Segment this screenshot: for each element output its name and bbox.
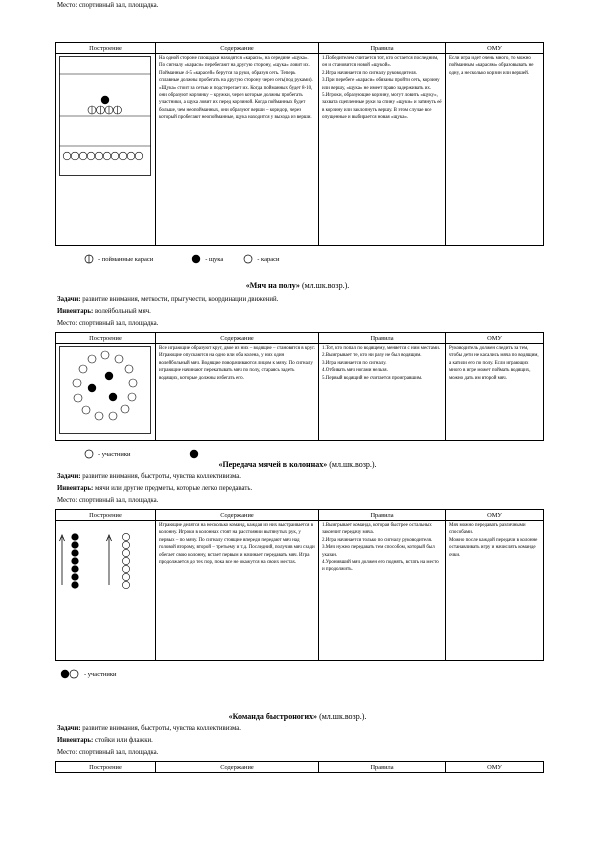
court-diagram-2 bbox=[59, 346, 151, 434]
legend-pike-label: - щука bbox=[205, 255, 224, 263]
rules-cell: 1.Победителем считается тот, кто остается последним, он и становится новой «щукой». 2.Игра начинается по сигналу руководителя. 3.При перебеге «караси» обязаны пройти сеть, корзину или вершу, «щука» не имеет право задерживать их. 5.Игроки, образующие корзину, могут ловить «щуку», захвата сцепленные руки за спину «щуки» и затянуть её в корзину или заклопнуть вершу. В этом случае все опущенные и выбирается новая «щука». bbox=[319, 54, 446, 246]
legend-3 bbox=[60, 669, 117, 679]
table-row bbox=[56, 344, 544, 441]
inventory-text: стойки или флажки. bbox=[94, 737, 153, 744]
task-text: развитие внимания, меткости, прыгучести, координации движений. bbox=[82, 296, 279, 303]
header-rules: Правила bbox=[319, 762, 446, 773]
table-row bbox=[56, 54, 544, 246]
legend-participants-label: - участники bbox=[84, 670, 117, 678]
task-label: Задачи: bbox=[57, 473, 81, 480]
header-omu: ОМУ bbox=[446, 510, 544, 521]
table-header-row bbox=[56, 333, 544, 344]
table-game-4 bbox=[55, 761, 544, 773]
content-cell: На одной стороне площадки находятся «караси», на середине «щука». По сигналу «караси» перебегают на другую сторону, «щука» ловит их. Пойманные 4-5 «карасей» берутся за руки, образуя сеть. Теперь сплавные должны пробегать на другую сторону через сеть(под руками). «Щука» стоит за сетью и подстерегает их. Когда пойманных будет 8-10, они образуют корзинку – кружки, через которые должны пробегать участники, а щука ловит их перед корзиной. Когда пойманных будет больше, чем неопойманных, они образуют верши – коридор, через который пробегают неопойманные, щука находится у выхода из верши. bbox=[156, 54, 319, 246]
header-construction: Построение bbox=[56, 333, 156, 344]
inventory-label: Инвентарь: bbox=[57, 737, 94, 744]
pike-icon bbox=[191, 254, 201, 264]
header-construction: Построение bbox=[56, 762, 156, 773]
game-4-age: (мл.шк.возр.). bbox=[319, 712, 367, 721]
game-3-title bbox=[0, 460, 595, 469]
task-label: Задачи: bbox=[57, 725, 81, 732]
participant-white-icon bbox=[84, 449, 94, 459]
legend-participants-label: - участники bbox=[98, 450, 131, 458]
caught-carp-icon bbox=[84, 254, 94, 264]
header-rules: Правила bbox=[319, 333, 446, 344]
construction-cell bbox=[56, 54, 156, 246]
header-omu: ОМУ bbox=[446, 43, 544, 54]
omu-cell: Мяч можно передавать различными способами. Можно после каждой передачи в колонне останавливать игру и начислять команде очки. bbox=[446, 521, 544, 661]
table-header-row bbox=[56, 762, 544, 773]
header-content: Содержание bbox=[156, 510, 319, 521]
header-content: Содержание bbox=[156, 333, 319, 344]
legend-carp-label: - караси bbox=[257, 255, 280, 263]
table-game-1 bbox=[55, 42, 544, 246]
content-cell: Играющие делятся на несколько команд, каждая из них выстраивается в колонну. Игроки в колоннах стоят на расстоянии вытянутых рук, у первых – по мячу. По сигналу стоящие впереди передают мяч над головой второму, второй – третьему и т.д. Последний, получив мяч сзади обегает свою колонну, встает первым и начинает передавать мяч. Игра продолжается до тех пор, пока все не окажутся на своих местах. bbox=[156, 521, 319, 661]
table-game-2 bbox=[55, 332, 544, 441]
rules-cell: 1.Тот, кто попал по водящему, меняется с ним местами. 2.Выигрывает те, кто ни разу не был водящим. 3.Игра начинается по сигналу. 4.Отбивать мяч ногами нельзя. 5.Первый водящий не считается проигравшим. bbox=[319, 344, 446, 441]
columns-diagram bbox=[59, 523, 151, 619]
header-content: Содержание bbox=[156, 43, 319, 54]
task-text: развитие внимания, быстроты, чувства коллективизма. bbox=[82, 725, 241, 732]
header-construction: Построение bbox=[56, 510, 156, 521]
omu-cell: Руководитель должен следить за тем, чтобы дети не касались мяча по водящим, а катили его по полу. Если играющих много в игре может поймать водящих, можно дать им второй мяч. bbox=[446, 344, 544, 441]
legend-1 bbox=[84, 254, 279, 264]
legend-caught-label: - пойманные караси bbox=[98, 255, 154, 263]
legend-2 bbox=[84, 449, 199, 459]
place-line-3: Место: спортивный зал, площадка. bbox=[57, 497, 159, 504]
inventory-label: Инвентарь: bbox=[57, 485, 94, 492]
content-cell: Все играющие образуют круг, двое из них – водящие – становятся в круг. Играющие опускаются на одно или оба колена, у них один волейбольный мяч. Водящие поворачиваются лицом к мячу. По сигналу играющие начинают перекатывать мяч по полу, стараясь задеть водящих, которые должны избегать его. bbox=[156, 344, 319, 441]
inventory-text: волейбольный мяч. bbox=[94, 308, 151, 315]
game-2-title-text: «Мяч на полу» bbox=[245, 281, 300, 290]
construction-cell bbox=[56, 521, 156, 661]
game-4-title-text: «Команда быстроногих» bbox=[228, 712, 318, 721]
team-2-column bbox=[122, 533, 129, 588]
game-3-title-text: «Передача мячей в колоннах» bbox=[218, 460, 328, 469]
table-header-row bbox=[56, 510, 544, 521]
carp-icon bbox=[243, 254, 253, 264]
header-rules: Правила bbox=[319, 510, 446, 521]
place-line-2: Место: спортивный зал, площадка. bbox=[57, 320, 159, 327]
table-row bbox=[56, 521, 544, 661]
task-line-2 bbox=[57, 296, 278, 303]
table-header-row bbox=[56, 43, 544, 54]
game-2-title bbox=[0, 281, 595, 290]
table-game-3 bbox=[55, 509, 544, 661]
inventory-text: мячи или другие предметы, которые легко передавать. bbox=[94, 485, 253, 492]
court-diagram-1 bbox=[59, 56, 151, 176]
game-2-age: (мл.шк.возр.). bbox=[301, 281, 350, 290]
participant-black-icon bbox=[189, 449, 199, 459]
omu-cell: Если игра идет очень много, то можно пойманным «карасям» образовывать не одну, а несколько корзин или вершей. bbox=[446, 54, 544, 246]
task-line-4 bbox=[57, 725, 241, 732]
header-rules: Правила bbox=[319, 43, 446, 54]
construction-cell bbox=[56, 344, 156, 441]
place-line-1: Место: спортивный зал, площадка. bbox=[57, 2, 159, 9]
pike-marker bbox=[101, 96, 109, 104]
game-4-title bbox=[0, 712, 595, 721]
header-omu: ОМУ bbox=[446, 333, 544, 344]
task-text: развитие внимания, быстроты, чувства коллективизма. bbox=[82, 473, 241, 480]
rules-cell: 1.Выигрывает команда, которая быстрее остальных закончит передачу мяча. 2.Игра начинается только по сигналу руководителя. 3.Мяч нужно передавать тем способом, который был указан. 4.Уронивший мяч должен его поднять, встать на место и продолжить. bbox=[319, 521, 446, 661]
team-1-column bbox=[71, 533, 78, 588]
place-line-4: Место: спортивный зал, площадка. bbox=[57, 749, 159, 756]
header-content: Содержание bbox=[156, 762, 319, 773]
inventory-line-4 bbox=[57, 737, 153, 744]
inventory-label: Инвентарь: bbox=[57, 308, 94, 315]
task-label: Задачи: bbox=[57, 296, 81, 303]
inventory-line-3 bbox=[57, 485, 252, 492]
participants-pair-icon bbox=[60, 669, 80, 679]
header-construction: Построение bbox=[56, 43, 156, 54]
game-3-age: (мл.шк.возр.). bbox=[329, 460, 377, 469]
task-line-3 bbox=[57, 473, 241, 480]
arrow-icon bbox=[60, 535, 112, 585]
inventory-line-2 bbox=[57, 308, 151, 315]
header-omu: ОМУ bbox=[446, 762, 544, 773]
